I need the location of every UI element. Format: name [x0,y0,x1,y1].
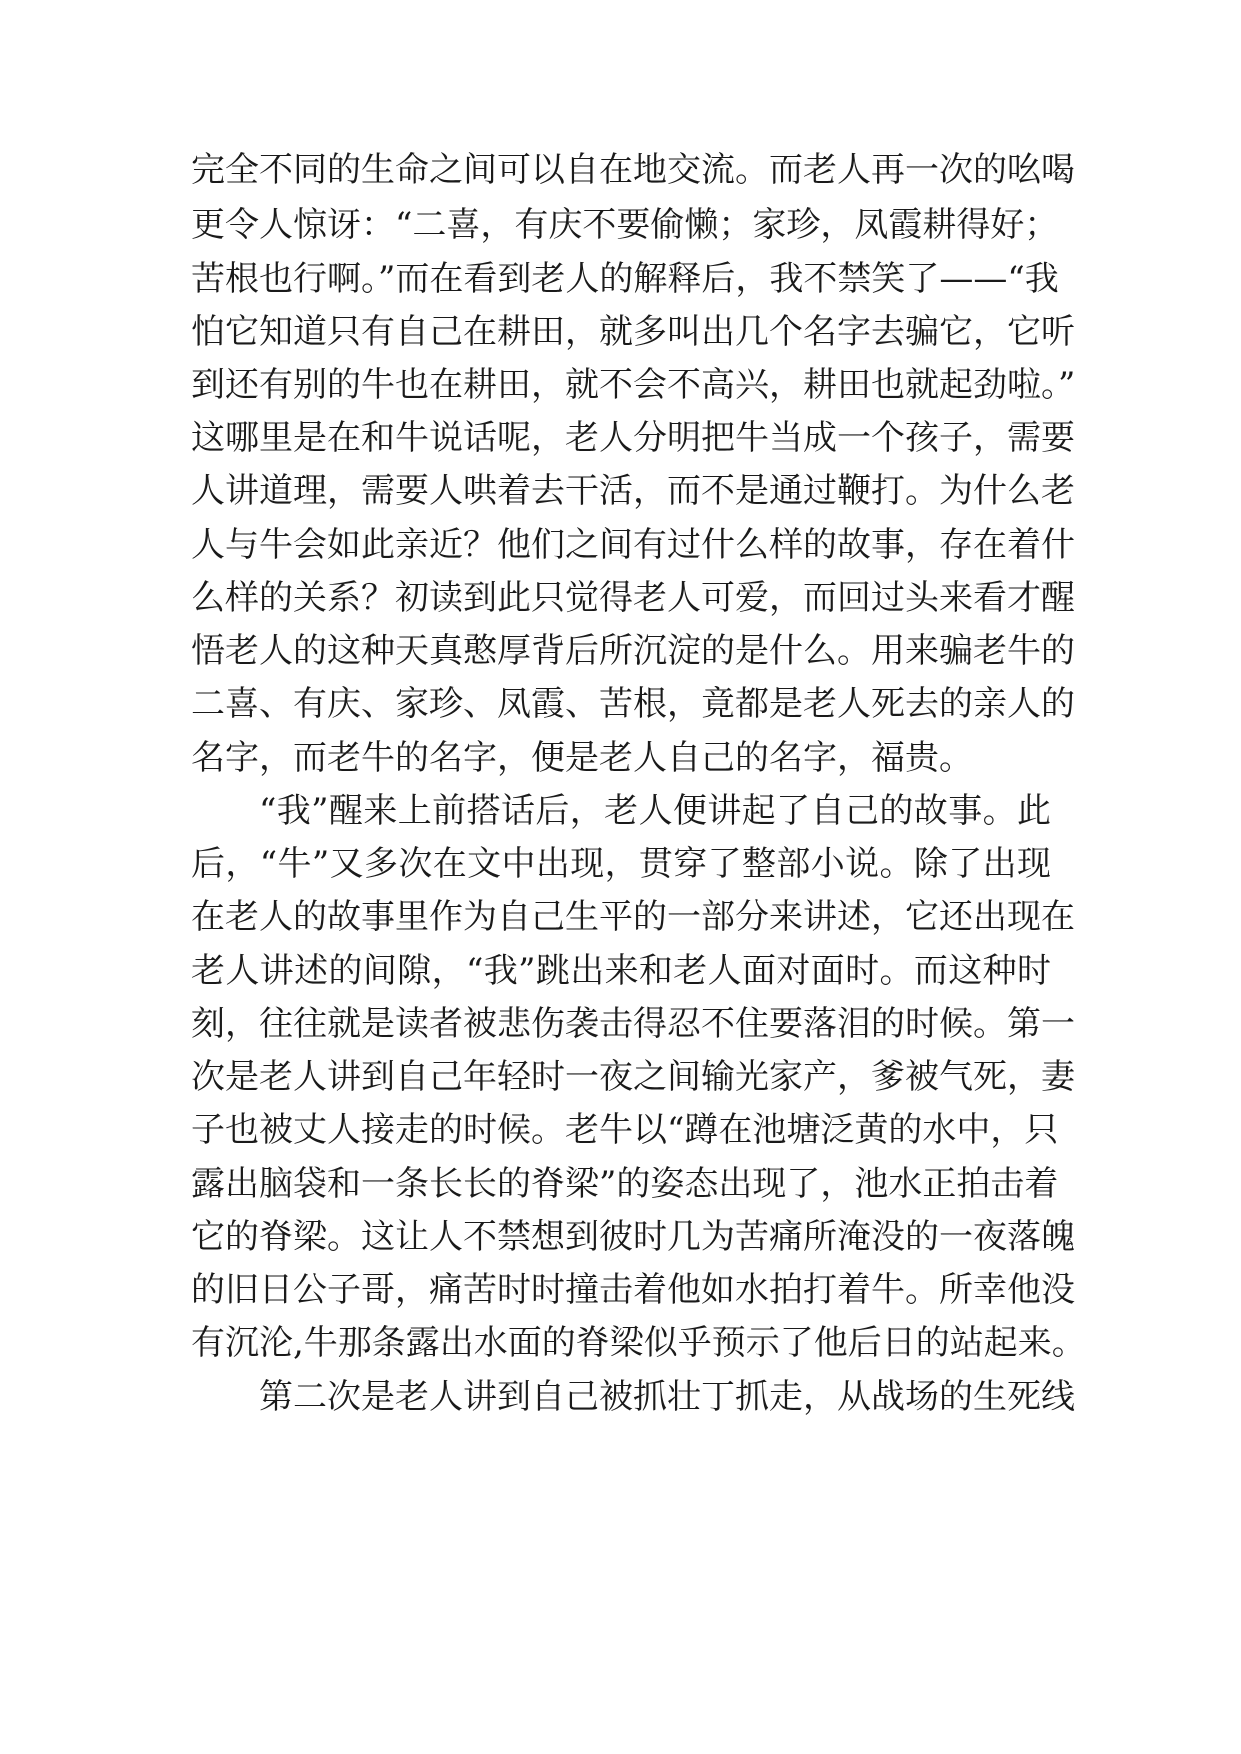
text-line: 二喜、有庆、家珍、凤霞、苦根，竟都是老人死去的亲人的 [191,684,1075,724]
text-line: 这哪里是在和牛说话呢，老人分明把牛当成一个孩子，需要 [191,418,1075,458]
text-line: 人与牛会如此亲近？他们之间有过什么样的故事，存在着什 [191,525,1075,565]
text-line: 老人讲述的间隙，“我”跳出来和老人面对面时。而这种时 [191,951,1051,991]
text-line: 名字，而老牛的名字，便是老人自己的名字，福贵。 [191,738,973,778]
text-line: 悟老人的这种天真憨厚背后所沉淀的是什么。用来骗老牛的 [191,631,1075,671]
text-line: 第二次是老人讲到自己被抓壮丁抓走，从战场的生死线 [259,1377,1075,1417]
text-line: 怕它知道只有自己在耕田，就多叫出几个名字去骗它，它听 [191,312,1075,352]
text-line: 子也被丈人接走的时候。老牛以“蹲在池塘泛黄的水中，只 [191,1110,1059,1150]
text-line: 在老人的故事里作为自己生平的一部分来讲述，它还出现在 [191,897,1075,937]
text-line: 露出脑袋和一条长长的脊梁”的姿态出现了，池水正拍击着 [191,1164,1059,1204]
text-line: 的旧日公子哥，痛苦时时撞击着他如水拍打着牛。所幸他没 [191,1270,1075,1310]
text-line: “我”醒来上前搭话后，老人便讲起了自己的故事。此 [259,791,1051,831]
text-line: 刻，往往就是读者被悲伤袭击得忍不住要落泪的时候。第一 [191,1004,1075,1044]
text-line: 次是老人讲到自己年轻时一夜之间输光家产，爹被气死，妻 [191,1057,1075,1097]
text-line: 么样的关系？初读到此只觉得老人可爱，而回过头来看才醒 [191,578,1075,618]
text-line: 到还有别的牛也在耕田，就不会不高兴，耕田也就起劲啦。” [191,365,1076,405]
text-line: 它的脊梁。这让人不禁想到彼时几为苦痛所淹没的一夜落魄 [191,1217,1075,1257]
text-line: 有沉沦,牛那条露出水面的脊梁似乎预示了他后日的站起来。 [191,1323,1086,1363]
text-line: 人讲道理，需要人哄着去干活，而不是通过鞭打。为什么老 [191,471,1075,511]
text-line: 完全不同的生命之间可以自在地交流。而老人再一次的吆喝 [191,150,1075,190]
text-line: 更令人惊讶：“二喜，有庆不要偷懒；家珍，凤霞耕得好； [191,205,1059,245]
text-line: 苦根也行啊。”而在看到老人的解释后，我不禁笑了——“我 [191,259,1059,299]
text-line: 后，“牛”又多次在文中出现，贯穿了整部小说。除了出现 [191,844,1051,884]
